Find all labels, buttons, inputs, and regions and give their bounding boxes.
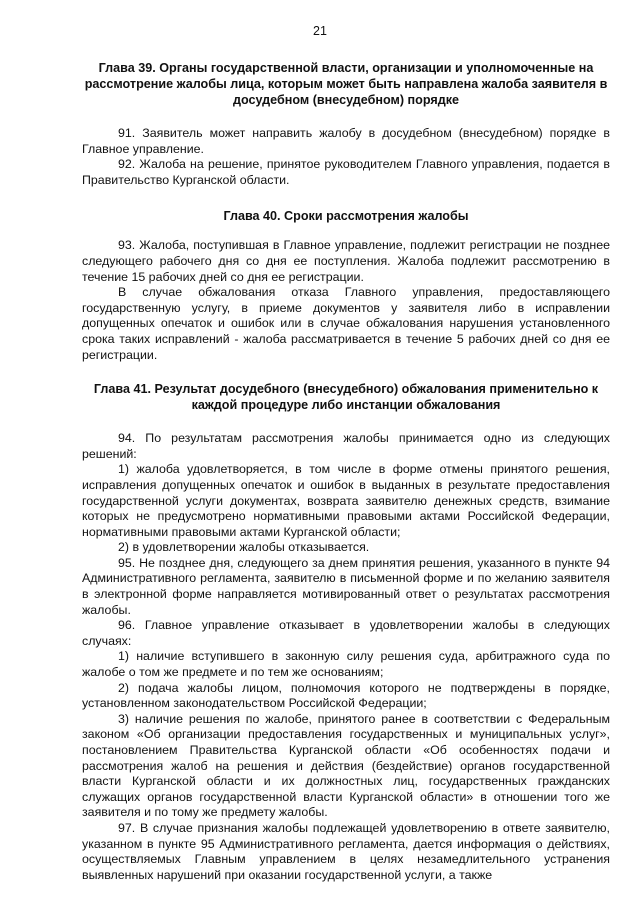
- chapter-41-title: Глава 41. Результат досудебного (внесудебного) обжалования применительно к каждой процедуре либо инстанции обжалования: [93, 382, 599, 413]
- paragraph-94-item-2: 2) в удовлетворении жалобы отказывается.: [118, 540, 370, 555]
- chapter-40-title: Глава 40. Сроки рассмотрения жалобы: [223, 209, 469, 224]
- paragraph-96-item-3: 3) наличие решения по жалобе, принятого ранее в соответствии с Федеральным законом «Об организации предоставления государственных и муниципальных услуг», постановлением Правительства Курганской области «Об особенностях подачи и рассмотрения жалоб на решения и действия (бездействие) органов государственной власти Курганской области и их должностных лиц, государственных гражданских служащих органов государственной власти Курганской области» в отношении того же заявителя и по тому же предмету жалобы.: [82, 711, 610, 820]
- paragraph-93: 93. Жалоба, поступившая в Главное управление, подлежит регистрации не позднее следующего рабочего дня со дня ее поступления. Жалоба подлежит рассмотрению в течение 15 рабочих дней со дня ее регистрации.: [82, 238, 610, 284]
- paragraph-94: 94. По результатам рассмотрения жалобы принимается одно из следующих решений:: [82, 431, 610, 461]
- page-number: 21: [313, 24, 327, 38]
- paragraph-92: 92. Жалоба на решение, принятое руководителем Главного управления, подается в Правительство Курганской области.: [82, 157, 610, 187]
- paragraph-96: 96. Главное управление отказывает в удовлетворении жалобы в следующих случаях:: [82, 618, 610, 648]
- paragraph-97: 97. В случае признания жалобы подлежащей удовлетворению в ответе заявителю, указанном в пункте 95 Административного регламента, дается информация о действиях, осуществляемых Главным управлением в целях незамедлительного устранения выявленных нарушений при оказании государственной услуги, а также: [82, 820, 610, 882]
- paragraph-94-item-1: 1) жалоба удовлетворяется, в том числе в форме отмены принятого решения, исправления допущенных опечаток и ошибок в выданных в результате предоставления государственной услуги документах, возврата заявителю денежных средств, взимание которых не предусмотрено нормативными правовыми актами Российской Федерации, нормативными правовыми актами Курганской области;: [82, 462, 610, 539]
- paragraph-96-item-1: 1) наличие вступившего в законную силу решения суда, арбитражного суда по жалобе о том же предмете и по тем же основаниям;: [82, 649, 610, 680]
- paragraph-93-cont: В случае обжалования отказа Главного управления, предоставляющего государственную услугу, в приеме документов у заявителя либо в исправлении допущенных опечаток и ошибок или в случае обжалования нарушения установленного срока таких исправлений - жалоба рассматривается в течение 5 рабочих дней со дня ее регистрации.: [82, 285, 610, 362]
- paragraph-96-item-2: 2) подача жалобы лицом, полномочия которого не подтверждены в порядке, установленном законодательством Российской Федерации;: [82, 680, 610, 711]
- document-body: [82, 60, 610, 883]
- paragraph-91: 91. Заявитель может направить жалобу в досудебном (внесудебном) порядке в Главное управление.: [82, 126, 610, 156]
- chapter-39-title: Глава 39. Органы государственной власти, организации и уполномоченные на рассмотрение жалобы лица, которым может быть направлена жалоба заявителя в досудебном (внесудебном) порядке: [84, 61, 608, 107]
- paragraph-95: 95. Не позднее дня, следующего за днем принятия решения, указанного в пункте 94 Административного регламента, заявителю в письменной форме и по желанию заявителя в электронной форме направляется мотивированный ответ о результатах рассмотрения жалобы.: [82, 555, 610, 617]
